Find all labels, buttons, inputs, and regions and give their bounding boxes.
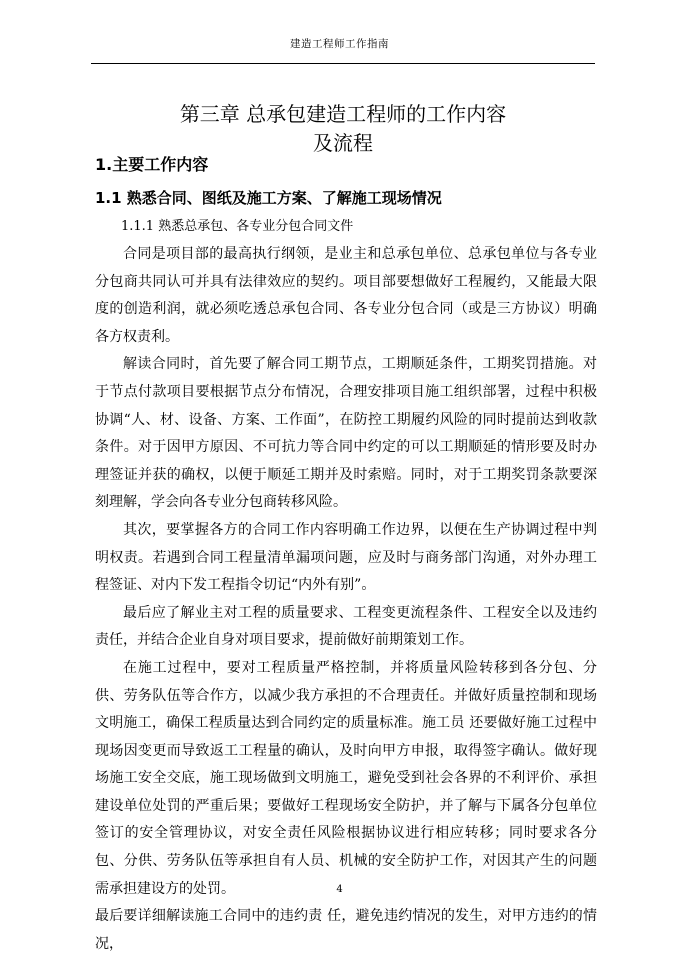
paragraph: 最后应了解业主对工程的质量要求、工程变更流程条件、工程安全以及违约责任，并结合企业自身对项目要求，提前做好前期策划工作。 (95, 604, 597, 649)
body-text (95, 241, 597, 958)
paragraph: 其次，要掌握各方的合同工作内容明确工作边界，以便在生产协调过程中判明权责。若遇到合同工程量清单漏项问题，应及时与商务部门沟通，对外办理工程签证、对内下发工程指令切记“内外有别”。 (95, 521, 597, 594)
page-number: 4 (336, 884, 343, 895)
section-heading-1-1-1: 1.1.1 熟悉总承包、各专业分包合同文件 (121, 219, 354, 234)
chapter-title-line1: 第三章 总承包建造工程师的工作内容 (179, 102, 507, 126)
running-header: 建造工程师工作指南 (290, 38, 389, 50)
chapter-title (91, 100, 595, 158)
paragraph: 在施工过程中，要对工程质量严格控制，并将质量风险转移到各分包、分供、劳务队伍等合作方，以减少我方承担的不合理责任。并做好质量控制和现场文明施工，确保工程质量达到合同约定的质量标准。施工员 还要做好施工过程中现场因变更而导致返工工程量的确认，及时向甲方申报，取得签字确认。做好现场施工安全交底，施工现场做到文明施工，避免受到社会各界的不利评价、承担建设单位处罚的严重后果；要做好工程现场安全防护，并了解与下属各分包单位签订的安全管理协议，对安全责任风险根据协议进行相应转移；同时要求各分包、分供、劳务队伍等承担自有人员、机械的安全防护工作，对因其产生的问题需承担建设方的处罚。 (95, 659, 597, 897)
section-heading-1-1: 1.1 熟悉合同、图纸及施工方案、了解施工现场情况 (95, 189, 442, 207)
header-rule (91, 63, 595, 64)
paragraph: 解读合同时，首先要了解合同工期节点，工期顺延条件，工期奖罚措施。对于节点付款项目要根据节点分布情况，合理安排项目施工组织部署，过程中积极协调“人、材、设备、方案、工作面”，在防控工期履约风险的同时提前达到收款条件。对于因甲方原因、不可抗力等合同中约定的可以工期顺延的情形要及时办理签证并获的确权，以便于顺延工期并及时索赔。同时，对于工期奖罚条款要深刻理解，学会向各专业分包商转移风险。 (95, 356, 597, 511)
section-heading-1: 1.主要工作内容 (95, 155, 209, 174)
paragraph: 合同是项目部的最高执行纲领，是业主和总承包单位、总承包单位与各专业分包商共同认可并具有法律效应的契约。项目部要想做好工程履约，又能最大限度的创造利润，就必须吃透总承包合同、各专业分包合同（或是三方协议）明确各方权责利。 (95, 246, 597, 345)
chapter-title-line2: 及流程 (313, 131, 373, 155)
paragraph-continued: 最后要详细解读施工合同中的违约责 任，避免违约情况的发生，对甲方违约的情况， (95, 908, 597, 952)
